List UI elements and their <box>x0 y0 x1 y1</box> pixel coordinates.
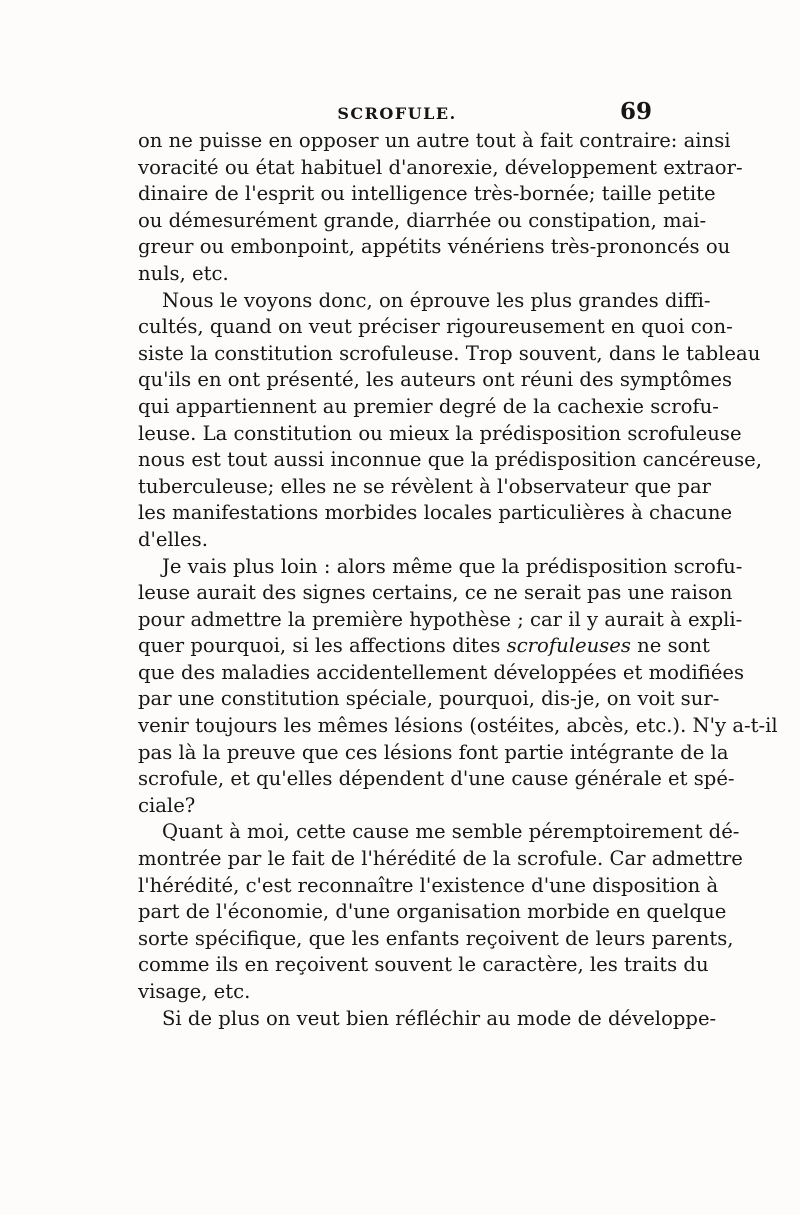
text-line: sorte spécifique, que les enfants reçoivent de leurs parents, <box>138 926 734 950</box>
text-line: cultés, quand on veut préciser rigoureusement en quoi con- <box>138 315 733 339</box>
text-line: que des maladies accidentellement développées et modifiées <box>138 660 745 684</box>
text-line: greur ou embonpoint, appétits vénériens très-prononcés ou <box>138 235 731 259</box>
text-line: Quant à moi, cette cause me semble péremptoirement dé- <box>162 820 740 844</box>
text-line: qu'ils en ont présenté, les auteurs ont réuni des symptômes <box>138 368 732 392</box>
running-head-title: SCROFULE. <box>337 104 457 123</box>
text-line: tuberculeuse; elles ne se révèlent à l'observateur que par <box>138 474 712 498</box>
text-line: siste la constitution scrofuleuse. Trop souvent, dans le tableau <box>138 341 761 365</box>
text-line: visage, etc. <box>138 980 251 1003</box>
text-segment: quer pourquoi, si les affections dites <box>138 634 501 658</box>
text-segment: ne sont <box>637 634 710 658</box>
text-line: comme ils en reçoivent souvent le caractère, les traits du <box>138 953 709 977</box>
text-line-mixed <box>138 633 710 660</box>
text-line: venir toujours les mêmes lésions (ostéites, abcès, etc.). N'y a-t-il <box>138 714 778 738</box>
text-line: Si de plus on veut bien réfléchir au mode de développe- <box>162 1006 717 1030</box>
text-line: par une constitution spéciale, pourquoi, dis-je, on voit sur- <box>138 687 720 711</box>
text-line: Nous le voyons donc, on éprouve les plus grandes diffi- <box>162 288 711 312</box>
text-line: montrée par le fait de l'hérédité de la scrofule. Car admettre <box>138 847 743 871</box>
text-line: ciale? <box>138 793 196 817</box>
page-number: 69 <box>619 98 652 125</box>
text-line: les manifestations morbides locales particulières à chacune <box>138 501 733 525</box>
running-head <box>138 98 656 128</box>
text-line: ou démesurément grande, diarrhée ou constipation, mai- <box>138 208 707 232</box>
text-line: d'elles. <box>138 527 208 551</box>
text-line: part de l'économie, d'une organisation morbide en quelque <box>138 900 727 924</box>
text-line: scrofule, et qu'elles dépendent d'une cause générale et spé- <box>138 767 735 791</box>
text-line: dinaire de l'esprit ou intelligence très-bornée; taille petite <box>138 182 716 206</box>
text-line: Je vais plus loin : alors même que la prédisposition scrofu- <box>162 554 743 578</box>
text-line: l'hérédité, c'est reconnaître l'existence d'une disposition à <box>138 873 719 897</box>
text-line: leuse aurait des signes certains, ce ne serait pas une raison <box>138 581 733 605</box>
text-line: pas là la preuve que ces lésions font partie intégrante de la <box>138 740 729 764</box>
text-line: nous est tout aussi inconnue que la prédisposition cancéreuse, <box>138 448 762 472</box>
text-line: pour admettre la première hypothèse ; car il y aurait à expli- <box>138 607 743 631</box>
text-line: qui appartiennent au premier degré de la cachexie scrofu- <box>138 394 719 418</box>
text-line: leuse. La constitution ou mieux la prédisposition scrofuleuse <box>138 421 742 445</box>
text-line: voracité ou état habituel d'anorexie, développement extraor- <box>138 155 743 179</box>
text-line: on ne puisse en opposer un autre tout à fait contraire: ainsi <box>138 129 731 152</box>
body-text <box>138 128 778 1032</box>
text-line: nuls, etc. <box>138 261 229 285</box>
italic-term: scrofuleuses <box>506 634 631 658</box>
